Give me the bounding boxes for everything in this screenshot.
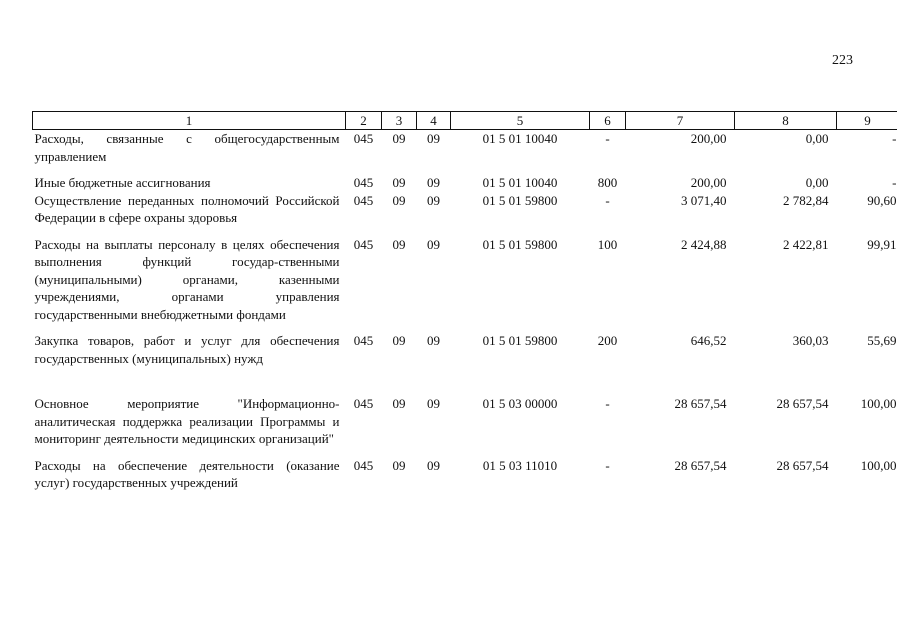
cell-planned: 200,00	[690, 131, 727, 146]
cell-ministry: 045	[353, 175, 374, 190]
cell-ministry: 045	[353, 396, 374, 411]
cell-percent: 100,00	[860, 457, 897, 473]
cell-section: 09	[392, 457, 406, 473]
cell-section: 09	[392, 333, 406, 348]
cell-planned: 3 071,40	[681, 192, 727, 208]
header-cell: 4	[417, 112, 451, 130]
table-row	[33, 236, 897, 333]
cell-target-article: 01 5 01 59800	[482, 236, 558, 252]
header-cell: 1	[33, 112, 346, 130]
cell-executed: 0,00	[805, 131, 829, 146]
table-row	[33, 457, 897, 492]
cell-expense-type: 200	[597, 333, 618, 348]
cell-subsection: 09	[427, 396, 440, 411]
row-name: Расходы, связанные с общегосударственным управлением	[34, 131, 340, 164]
cell-section: 09	[392, 175, 406, 190]
cell-ministry: 045	[353, 131, 374, 146]
header-cell: 8	[735, 112, 837, 130]
header-cell: 7	[626, 112, 735, 130]
cell-subsection: 09	[427, 175, 440, 190]
cell-expense-type: -	[605, 457, 610, 473]
cell-subsection: 09	[427, 457, 440, 473]
cell-executed: 0,00	[805, 175, 829, 190]
cell-target-article: 01 5 01 59800	[482, 333, 558, 348]
cell-executed: 360,03	[792, 333, 829, 348]
cell-planned: 646,52	[690, 333, 727, 348]
table-row	[33, 332, 897, 395]
header-row	[33, 112, 897, 130]
cell-executed: 2 782,84	[783, 192, 829, 208]
cell-section: 09	[392, 131, 406, 146]
page-number: 223	[832, 53, 853, 68]
cell-ministry: 045	[353, 333, 374, 348]
header-cell: 6	[590, 112, 626, 130]
table-row	[33, 174, 897, 192]
header-cell: 3	[382, 112, 417, 130]
cell-target-article: 01 5 01 59800	[482, 192, 558, 208]
header-cell: 9	[837, 112, 897, 130]
cell-ministry: 045	[353, 192, 374, 208]
cell-expense-type: 800	[597, 175, 618, 190]
cell-planned: 28 657,54	[674, 396, 727, 411]
cell-subsection: 09	[427, 192, 440, 208]
cell-percent: 100,00	[860, 396, 897, 411]
table-row	[33, 130, 897, 175]
row-name: Расходы на обеспечение деятельности (оказание услуг) государственных учреждений	[34, 457, 340, 490]
row-name: Основное мероприятие "Информационно-аналитическая поддержка реализации Программы и мониторинг деятельности медицинских организаций"	[34, 396, 340, 446]
cell-target-article: 01 5 03 00000	[482, 396, 558, 411]
cell-percent: -	[892, 131, 897, 146]
cell-ministry: 045	[353, 236, 374, 252]
table-row	[33, 395, 897, 457]
budget-table	[32, 111, 897, 492]
cell-percent: 90,60	[867, 192, 897, 208]
table-row	[33, 192, 897, 236]
cell-subsection: 09	[427, 333, 440, 348]
cell-target-article: 01 5 01 10040	[482, 131, 558, 146]
cell-subsection: 09	[427, 131, 440, 146]
row-name: Иные бюджетные ассигнования	[34, 175, 211, 190]
cell-planned: 28 657,54	[674, 457, 727, 473]
cell-target-article: 01 5 01 10040	[482, 175, 558, 190]
cell-section: 09	[392, 192, 406, 208]
cell-target-article: 01 5 03 11010	[482, 457, 558, 473]
cell-executed: 2 422,81	[783, 236, 829, 252]
cell-expense-type: -	[605, 192, 610, 208]
cell-ministry: 045	[353, 457, 374, 473]
cell-planned: 2 424,88	[681, 236, 727, 252]
cell-subsection: 09	[427, 236, 440, 252]
cell-percent: -	[892, 175, 897, 190]
cell-section: 09	[392, 396, 406, 411]
row-name: Закупка товаров, работ и услуг для обеспечения государственных (муниципальных) нужд	[34, 333, 340, 366]
cell-expense-type: 100	[597, 236, 618, 252]
row-name: Осуществление переданных полномочий Российской Федерации в сфере охраны здоровья	[34, 192, 340, 225]
cell-executed: 28 657,54	[776, 457, 829, 473]
cell-percent: 55,69	[867, 333, 897, 348]
cell-section: 09	[392, 236, 406, 252]
cell-planned: 200,00	[690, 175, 727, 190]
cell-percent: 99,91	[867, 236, 897, 252]
cell-expense-type: -	[605, 131, 610, 146]
cell-executed: 28 657,54	[776, 396, 829, 411]
cell-expense-type: -	[605, 396, 610, 411]
header-cell: 5	[451, 112, 590, 130]
row-name: Расходы на выплаты персоналу в целях обеспечения выполнения функций государ-ственными (муниципальными) органами, казенными учреждениями, органами управления государственными внебюджетными фондами	[34, 236, 340, 322]
header-cell: 2	[346, 112, 382, 130]
